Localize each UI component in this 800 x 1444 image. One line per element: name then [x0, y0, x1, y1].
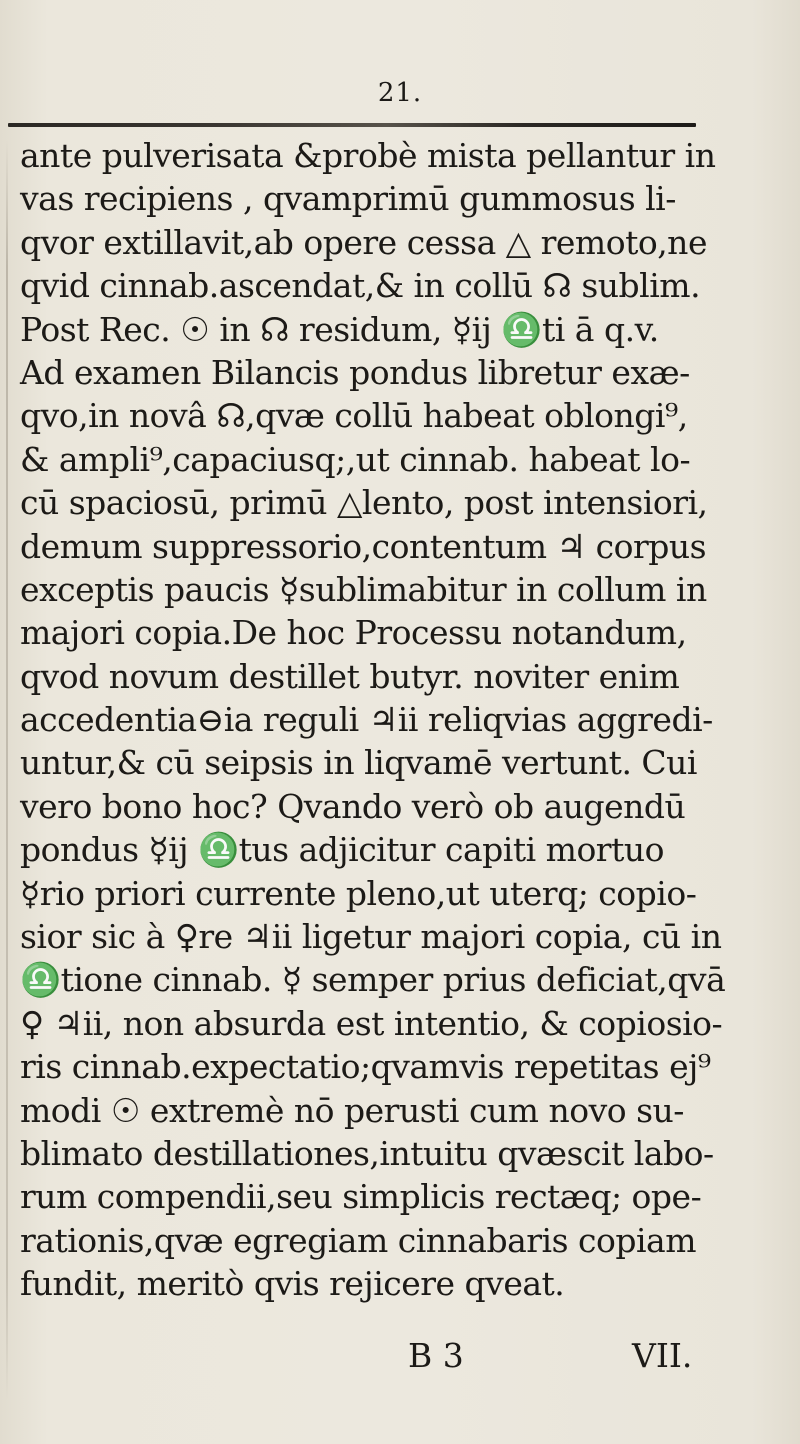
text-line-9: cū spaciosū, primū △lento, post intensiori, — [20, 483, 708, 523]
page-footer — [20, 1334, 710, 1378]
text-line-2: vas recipiens , qvamprimū gummosus li- — [20, 179, 676, 219]
text-line-3: qvor extillavit,ab opere cessa △ remoto,ne — [20, 222, 707, 262]
text-line-15: untur,& cū seipsis in liqvamē vertunt. Cui — [20, 743, 697, 783]
text-line-10: demum suppressorio,contentum ♃ corpus — [20, 526, 707, 566]
text-line-27: fundit, meritò qvis rejicere qveat. — [20, 1264, 565, 1304]
text-line-1: ante pulverisata &probè mista pellantur in — [20, 136, 716, 175]
text-line-20: ♎tione cinnab. ☿ semper prius deficiat,qvā — [20, 960, 726, 1000]
text-line-6: Ad examen Bilancis pondus libretur exæ- — [20, 352, 690, 392]
text-line-8: & ampli⁹,capaciusq;,ut cinnab. habeat lo- — [20, 439, 691, 479]
text-line-23: modi ☉ extremè nō perusti cum novo su- — [20, 1090, 684, 1130]
text-line-25: rum compendii,seu simplicis rectæq; ope- — [20, 1177, 702, 1217]
signature-mark: B 3 — [408, 1336, 464, 1375]
catchword: VII. — [632, 1336, 693, 1375]
text-line-22: ris cinnab.expectatio;qvamvis repetitas ej⁹ — [20, 1047, 711, 1087]
text-line-13: qvod novum destillet butyr. noviter enim — [20, 656, 680, 696]
page-number: 21. — [377, 78, 423, 108]
text-line-14: accedentia⊖ia reguli ♃ii reliqvias aggredi- — [20, 700, 713, 740]
text-line-21: ♀ ♃ii, non absurda est intentio, & copiosio- — [20, 1003, 723, 1043]
gutter-shadow — [6, 140, 8, 1400]
text-line-24: blimato destillationes,intuitu qvæscit labo- — [20, 1133, 714, 1173]
text-line-17: pondus ☿ij ♎tus adjicitur capiti mortuo — [20, 830, 664, 870]
text-line-26: rationis,qvæ egregiam cinnabaris copiam — [20, 1220, 696, 1260]
body-text — [20, 134, 726, 1306]
text-line-12: majori copia.De hoc Processu notandum, — [20, 613, 687, 653]
text-line-7: qvo,in novâ ☊,qvæ collū habeat oblongi⁹, — [20, 396, 688, 436]
text-line-16: vero bono hoc? Qvando verò ob augendū — [20, 786, 686, 826]
text-line-5: Post Rec. ☉ in ☊ residum, ☿ij ♎ti ā q.v. — [20, 309, 659, 349]
text-line-4: qvid cinnab.ascendat,& in collū ☊ sublim. — [20, 266, 701, 306]
header-rule — [8, 123, 696, 127]
text-line-11: exceptis paucis ☿sublimabitur in collum in — [20, 569, 707, 609]
text-line-19: sior sic à ♀re ♃ii ligetur majori copia, cū in — [20, 917, 722, 957]
text-line-18: ☿rio priori currente pleno,ut uterq; copio- — [20, 873, 697, 913]
